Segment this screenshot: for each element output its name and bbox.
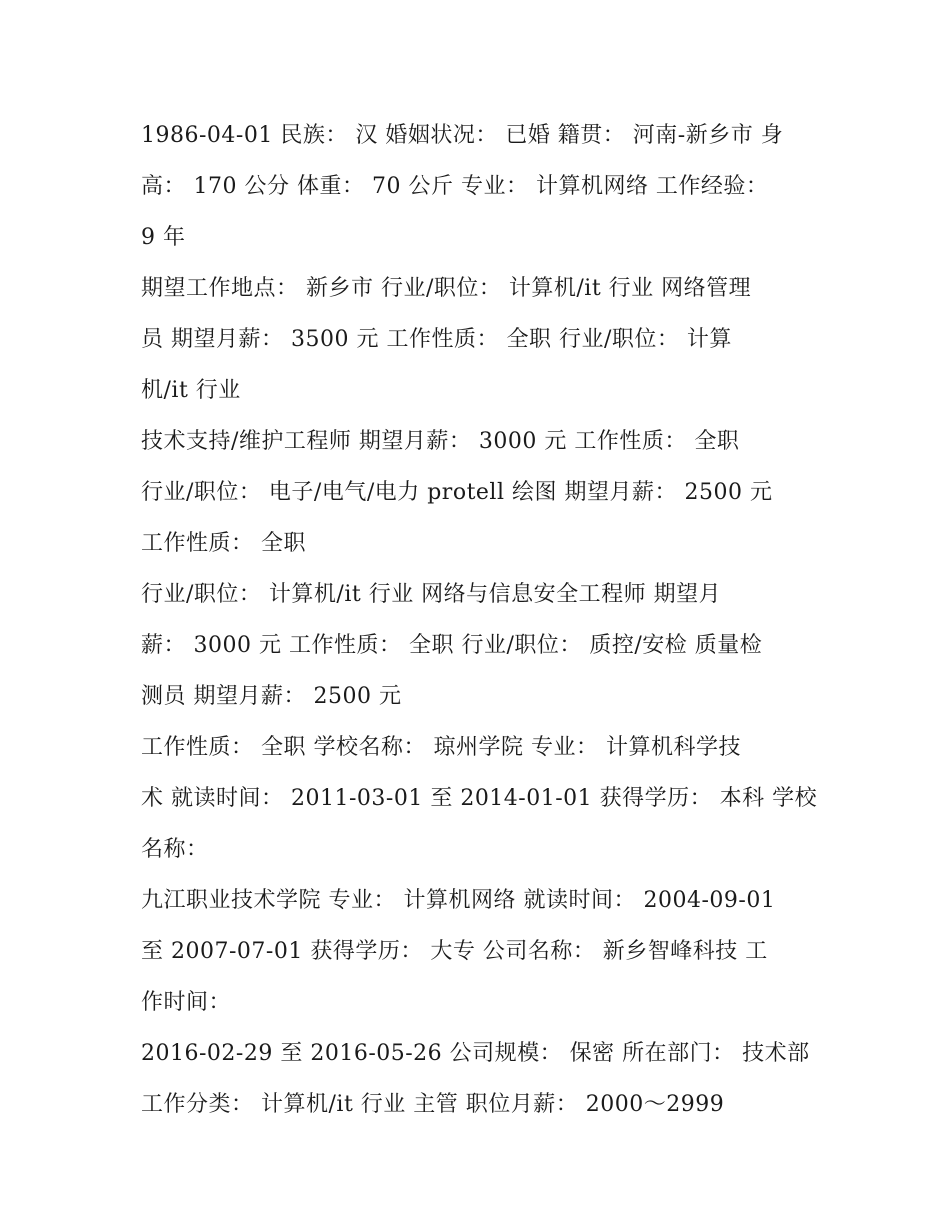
text-line: 术 就读时间： 2011-03-01 至 2014-01-01 获得学历： 本科 学校 [141, 786, 818, 811]
text-line: 行业/职位： 电子/电气/电力 protell 绘图 期望月薪： 2500 元 [141, 480, 773, 505]
text-line: 名称： [141, 837, 209, 862]
text-line: 九江职业技术学院 专业： 计算机网络 就读时间： 2004-09-01 [141, 888, 776, 913]
text-line: 期望工作地点： 新乡市 行业/职位： 计算机/it 行业 网络管理 [141, 276, 752, 301]
text-line: 测员 期望月薪： 2500 元 [141, 684, 402, 709]
text-line: 作时间： [141, 990, 232, 1015]
text-line: 机/it 行业 [141, 378, 241, 403]
text-line: 至 2007-07-01 获得学历： 大专 公司名称： 新乡智峰科技 工 [141, 939, 768, 964]
text-line: 薪： 3000 元 工作性质： 全职 行业/职位： 质控/安检 质量检 [141, 633, 763, 658]
text-line: 1986-04-01 民族： 汉 婚姻状况： 已婚 籍贯： 河南-新乡市 身 [141, 123, 784, 148]
text-line: 2016-02-29 至 2016-05-26 公司规模： 保密 所在部门： 技术部 [141, 1041, 810, 1066]
text-line: 工作分类： 计算机/it 行业 主管 职位月薪： 2000～2999 [141, 1092, 725, 1117]
text-line: 9 年 [141, 225, 186, 250]
text-line: 行业/职位： 计算机/it 行业 网络与信息安全工程师 期望月 [141, 582, 722, 607]
resume-text-block [141, 110, 821, 1130]
text-line: 员 期望月薪： 3500 元 工作性质： 全职 行业/职位： 计算 [141, 327, 732, 352]
text-line: 工作性质： 全职 [141, 531, 306, 556]
text-line: 高： 170 公分 体重： 70 公斤 专业： 计算机网络 工作经验： [141, 174, 769, 199]
text-line: 工作性质： 全职 学校名称： 琼州学院 专业： 计算机科学技 [141, 735, 741, 760]
text-line: 技术支持/维护工程师 期望月薪： 3000 元 工作性质： 全职 [141, 429, 740, 454]
